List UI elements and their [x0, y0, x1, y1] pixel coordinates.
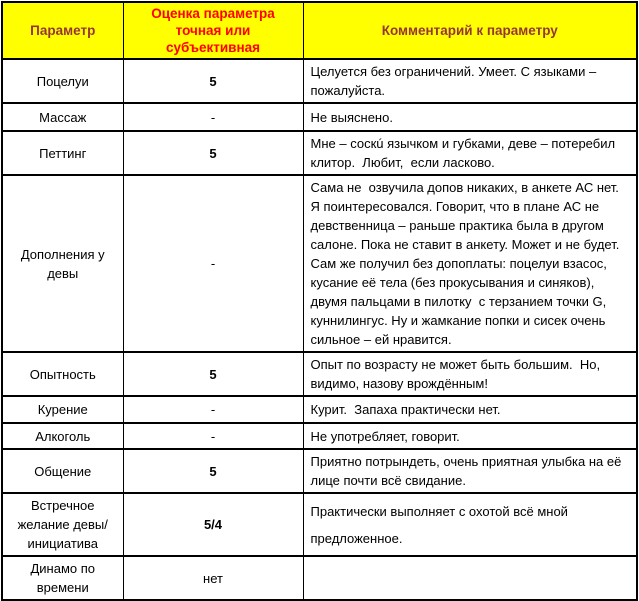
table-row [2, 103, 637, 131]
param-cell: Динамо по времени [2, 556, 123, 600]
comment-cell: Сама не озвучила допов никаких, в анкете АС нет. Я поинтересовался. Говорит, что в плане АС не девственница – раньше практика была в другом салоне. Пока не ставит в анкету. Может и не будет. Сам же получил без допоплаты: поцелуи взасос, кусание её тела (без прокусывания и синяков), двумя пальцами в пилотку с терзанием точки G, куннилингус. Ну и жамкание попки и сисек очень сильное – ей нравится. [303, 175, 637, 352]
comment-cell: Приятно потрындеть, очень приятная улыбка на её лице почти всё свидание. [303, 449, 637, 493]
comment-cell: Не употребляет, говорит. [303, 423, 637, 449]
comment-cell [303, 556, 637, 600]
table-row [2, 352, 637, 396]
param-cell: Общение [2, 449, 123, 493]
table-body [2, 59, 637, 600]
header-comment: Комментарий к параметру [303, 2, 637, 59]
param-cell: Дополнения у девы [2, 175, 123, 352]
header-row [2, 2, 637, 59]
table-row [2, 59, 637, 103]
comment-cell: Опыт по возрасту не может быть большим. Но, видимо, назову врождённым! [303, 352, 637, 396]
header-score: Оценка параметра точная или субъективная [123, 2, 303, 59]
param-cell: Курение [2, 396, 123, 423]
param-cell: Массаж [2, 103, 123, 131]
header-param: Параметр [2, 2, 123, 59]
score-cell: - [123, 175, 303, 352]
table-row [2, 131, 637, 175]
comment-cell: Практически выполняет с охотой всё мной предложенное. [303, 493, 637, 556]
comment-cell: Не выяснено. [303, 103, 637, 131]
table-row [2, 423, 637, 449]
table-row [2, 493, 637, 556]
score-cell: нет [123, 556, 303, 600]
score-cell: 5 [123, 131, 303, 175]
param-cell: Алкоголь [2, 423, 123, 449]
param-cell: Встречное желание девы/ инициатива [2, 493, 123, 556]
score-cell: 5 [123, 59, 303, 103]
param-cell: Петтинг [2, 131, 123, 175]
score-cell: - [123, 396, 303, 423]
table-row [2, 175, 637, 352]
param-cell: Поцелуи [2, 59, 123, 103]
score-cell: - [123, 103, 303, 131]
score-cell: 5 [123, 449, 303, 493]
param-cell: Опытность [2, 352, 123, 396]
score-cell: 5 [123, 352, 303, 396]
score-cell: 5/4 [123, 493, 303, 556]
score-cell: - [123, 423, 303, 449]
comment-cell: Мне – соскú язычком и губками, деве – потеребил клитор. Любит, если ласково. [303, 131, 637, 175]
table-row [2, 449, 637, 493]
parameters-table [1, 1, 638, 601]
table-row [2, 556, 637, 600]
comment-cell: Целуется без ограничений. Умеет. С языками – пожалуйста. [303, 59, 637, 103]
table-row [2, 396, 637, 423]
comment-cell: Курит. Запаха практически нет. [303, 396, 637, 423]
